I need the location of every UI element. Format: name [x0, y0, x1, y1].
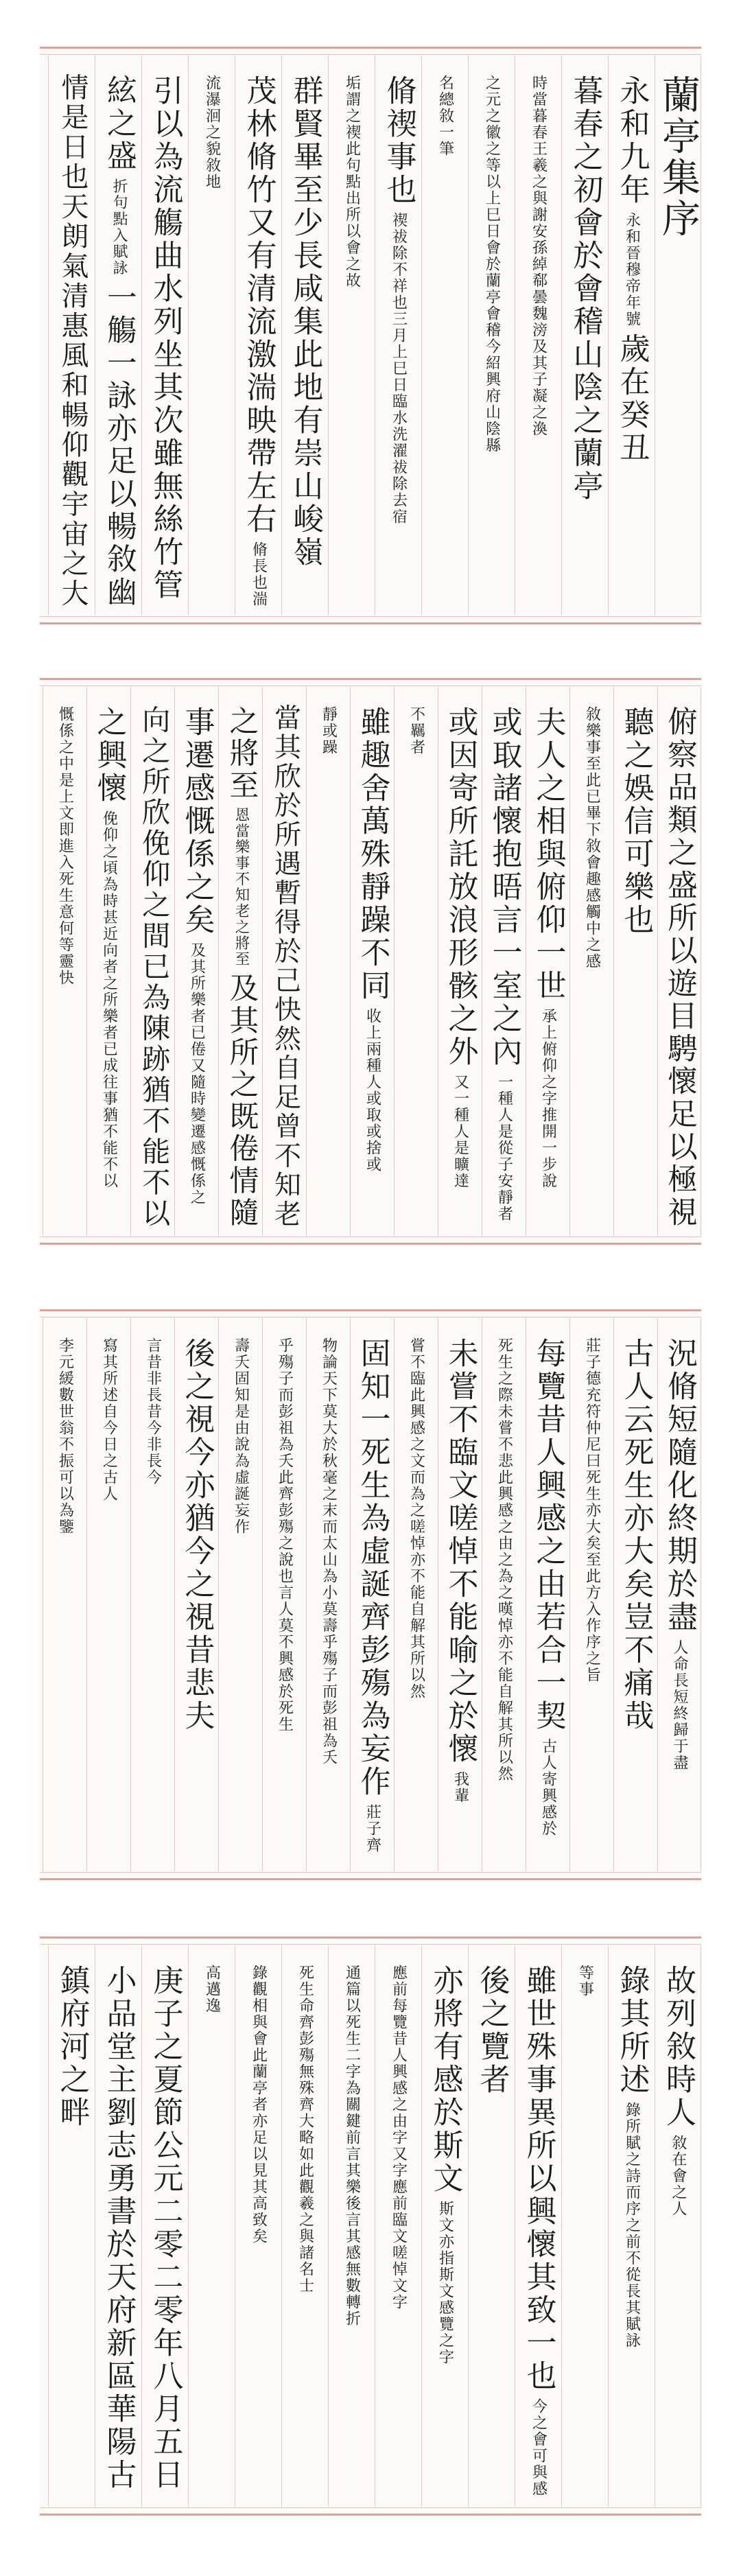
main-text: 向之所欣俛仰之間已為陳跡猶不能不以 — [137, 705, 169, 1229]
scroll-panel-2 — [40, 678, 701, 1245]
scroll-panel-1 — [40, 47, 701, 624]
column-segment — [102, 1318, 117, 1502]
text-column — [394, 687, 438, 1236]
column-segment — [443, 1318, 478, 1804]
annotation-text: 嘗不臨此興感之文而為之嗟悼亦不能自解其所以然 — [408, 1337, 425, 1700]
text-column — [235, 56, 281, 616]
text-column — [174, 1318, 218, 1871]
column-segment — [391, 1945, 406, 2310]
column-segment — [58, 687, 73, 986]
text-column — [526, 1318, 569, 1871]
text-column — [306, 687, 350, 1236]
text-column — [328, 1945, 375, 2507]
main-text: 雖世殊事異所以興懷其致一也 — [521, 1965, 556, 2393]
main-text-continued: 一觴一詠亦足以暢敘幽 — [101, 281, 137, 609]
text-column — [350, 1318, 394, 1871]
column-grid — [40, 1311, 701, 1878]
annotation-text: 李元緩數世翁不振可以為鑒 — [56, 1337, 74, 1535]
column-segment — [344, 56, 360, 289]
annotation-text: 恩當樂事不知老之將至 — [232, 807, 250, 968]
annotation-text: 禊祓除不祥也三月上巳日臨水洗濯祓除去宿 — [390, 212, 408, 525]
text-column — [657, 687, 701, 1236]
text-column — [613, 1318, 657, 1871]
column-segment — [298, 1945, 313, 2294]
main-text: 聽之娛信可樂也 — [618, 706, 654, 937]
column-segment — [357, 687, 388, 1173]
column-segment — [474, 1945, 510, 2096]
main-text: 蘭亭集序 — [656, 75, 701, 239]
text-column — [375, 1945, 421, 2507]
annotation-text: 等事 — [576, 1965, 594, 1998]
column-segment — [91, 687, 127, 1189]
text-column — [141, 56, 188, 616]
main-text: 夫人之相與俯仰一世 — [530, 706, 566, 1003]
main-text: 絃之盛 — [101, 74, 137, 173]
column-segment — [567, 56, 603, 503]
column-segment — [486, 687, 522, 1222]
annotation-text: 之元之徽之等以上巳日會於蘭亭會稽今紹興府山陰縣 — [483, 75, 501, 454]
annotation-text: 靜或躁 — [320, 706, 338, 756]
column-segment — [614, 56, 650, 465]
text-column — [130, 687, 174, 1236]
column-segment — [277, 1318, 292, 1733]
column-segment — [101, 1945, 137, 2492]
text-column — [141, 1945, 188, 2507]
text-column — [655, 56, 701, 616]
main-text: 茂林脩竹又有清流激湍映帶左右 — [241, 75, 277, 536]
column-grid — [40, 49, 701, 622]
main-text-continued: 歲在癸丑 — [614, 333, 650, 465]
annotation-text: 寫其所述自今日之古人 — [100, 1337, 118, 1502]
text-column — [48, 56, 95, 616]
main-text: 事遷感慨係之矣 — [179, 706, 215, 937]
text-column — [86, 687, 130, 1236]
main-text: 每覽昔人興感之由若合一契 — [530, 1337, 566, 1733]
column-grid — [40, 680, 701, 1243]
main-text: 當其欣於所遇暫得於己快然自足曾不知老 — [269, 703, 301, 1229]
main-text: 故列敘時人 — [661, 1965, 696, 2129]
main-text: 群賢畢至少長咸集此地有崇山峻嶺 — [287, 75, 323, 569]
text-column — [95, 1945, 141, 2507]
text-column — [569, 1318, 613, 1871]
text-column — [328, 56, 375, 616]
text-column — [421, 56, 468, 616]
column-segment — [585, 1318, 600, 1683]
annotation-text: 斯文亦指斯文感覽之字 — [436, 2201, 454, 2365]
column-segment — [179, 1318, 215, 1733]
text-column — [468, 56, 515, 616]
text-column — [281, 1945, 328, 2507]
main-text-continued: 及其所之既倦情隨 — [224, 972, 258, 1229]
column-grid — [40, 1939, 701, 2514]
text-column — [655, 1945, 701, 2507]
text-column — [262, 1318, 306, 1871]
column-segment — [204, 1945, 220, 2014]
main-text: 情是日也天朗氣清惠風和暢仰觀宇宙之大 — [56, 73, 88, 609]
column-segment — [662, 687, 697, 1229]
column-segment — [321, 687, 336, 756]
annotation-text: 死生之際未嘗不悲此興感之由之為之嘆悼亦不能自解其所以然 — [495, 1337, 513, 1782]
column-segment — [269, 687, 301, 1229]
annotation-text: 敘樂事至此已畢下敘會趣感觸中之感 — [583, 706, 601, 970]
column-segment — [321, 1318, 336, 1766]
text-column — [608, 1945, 655, 2507]
text-column — [515, 1945, 561, 2507]
column-segment — [497, 1318, 512, 1782]
annotation-text: 俛仰之頃為時甚近向者之所樂者已成往事猶不能不以 — [100, 810, 118, 1189]
annotation-text: 又一種人是曠達 — [451, 1074, 469, 1189]
column-segment — [54, 1945, 90, 2129]
column-segment — [484, 56, 499, 454]
annotation-text: 通篇以死生二字為關鍵前言其樂後言其感無數轉折 — [343, 1965, 361, 2327]
annotation-text: 古人寄興感於 — [539, 1738, 557, 1837]
main-text: 未嘗不臨文嗟悼不能喻之於懷 — [443, 1337, 478, 1766]
column-segment — [578, 1945, 593, 1998]
text-column — [394, 1318, 438, 1871]
main-text: 脩禊事也 — [381, 75, 416, 207]
main-text: 永和九年 — [614, 75, 650, 207]
main-text: 或因寄所託放浪形骸之外 — [443, 706, 478, 1068]
text-column — [130, 1318, 174, 1871]
text-column — [281, 56, 328, 616]
text-column — [43, 1318, 86, 1871]
column-segment — [443, 687, 478, 1189]
main-text: 後之覽者 — [474, 1965, 510, 2096]
text-column — [235, 1945, 281, 2507]
annotation-text: 乎殤子而彭祖為夭此齊彭殤之說也言人莫不興感於死生 — [276, 1337, 294, 1733]
column-segment — [58, 1318, 73, 1535]
column-segment — [530, 687, 566, 1189]
text-column — [569, 687, 613, 1236]
main-text: 固知一死生為虛誕齊彭殤為妄作 — [355, 1337, 390, 1799]
column-segment — [438, 56, 453, 157]
column-segment — [357, 1318, 388, 1853]
annotation-text: 人命長短終歸于盡 — [671, 1639, 688, 1771]
annotation-text: 垢謂之禊此句點出所以會之故 — [343, 75, 361, 289]
annotation-text: 物論天下莫大於秋毫之末而太山為小莫壽乎殤子而彭祖為夭 — [320, 1337, 338, 1766]
column-segment — [148, 56, 183, 602]
column-segment — [614, 1945, 650, 2349]
annotation-text: 脩長也湍 — [250, 541, 268, 607]
annotation-text: 折句點入賦詠 — [110, 178, 128, 277]
annotation-text: 錄觀相與會此蘭亭者亦足以見其高致矣 — [250, 1965, 268, 2245]
annotation-text: 死生命齊彭殤無殊齊大略如此觀羲之與諸名士 — [296, 1965, 314, 2294]
main-text: 或取諸懷抱晤言一室之內 — [486, 706, 522, 1068]
text-column — [218, 687, 262, 1236]
text-column — [526, 687, 569, 1236]
text-column — [218, 1318, 262, 1871]
text-column — [188, 56, 235, 616]
main-text: 引以為流觴曲水列坐其次雖無絲竹管 — [148, 75, 183, 602]
scroll-panel-3 — [40, 1309, 701, 1880]
main-text: 之興懷 — [91, 706, 127, 805]
column-segment — [145, 1318, 161, 1486]
main-text: 小品堂主劉志勇書於天府新區華陽古 — [101, 1965, 137, 2492]
column-segment — [204, 56, 220, 190]
annotation-text: 敘在會之人 — [670, 2135, 687, 2217]
text-column — [482, 687, 526, 1236]
main-text: 俯察品類之盛所以遊目騁懷足以極視 — [662, 705, 697, 1229]
text-column — [174, 687, 218, 1236]
annotation-text: 應前每覽昔人興感之由字又字應前臨文嗟悼文字 — [390, 1965, 408, 2310]
text-column — [43, 687, 86, 1236]
main-text: 況脩短隨化終期於盡 — [662, 1337, 697, 1634]
text-column — [350, 687, 394, 1236]
annotation-text: 慨係之中是上文即進入死生意何等靈快 — [56, 706, 74, 986]
main-text: 亦將有感於斯文 — [427, 1965, 463, 2195]
column-segment — [241, 56, 277, 607]
annotation-text: 莊子德充符仲尼曰死生亦大矣至此方入作序之旨 — [583, 1337, 601, 1683]
column-segment — [251, 1945, 266, 2245]
annotation-text: 高邁逸 — [203, 1965, 221, 2014]
column-segment — [344, 1945, 360, 2327]
column-segment — [139, 687, 167, 1229]
annotation-text: 承上俯仰之字推開一步說 — [539, 1008, 557, 1189]
column-segment — [409, 687, 424, 756]
text-column — [86, 1318, 130, 1871]
annotation-text: 今之會可與感 — [530, 2398, 548, 2497]
column-segment — [585, 687, 600, 970]
text-column — [188, 1945, 235, 2507]
column-segment — [179, 687, 215, 1206]
column-segment — [531, 56, 546, 437]
main-text: 庚子之夏節公元二零二零年八月五日 — [148, 1965, 183, 2492]
annotation-text: 錄所賦之詩而序之前不從長其賦詠 — [623, 2102, 641, 2349]
main-text: 錄其所述 — [614, 1965, 650, 2096]
text-column — [561, 56, 608, 616]
annotation-text: 收上兩種人或取或捨或 — [364, 1008, 381, 1173]
text-column — [48, 1945, 95, 2507]
annotation-text: 及其所樂者已倦又隨時變遷感慨係之 — [188, 942, 206, 1206]
main-text: 古人云死生亦大矣豈不痛哉 — [618, 1337, 654, 1733]
text-column — [657, 1318, 701, 1871]
annotation-text: 永和晉穆帝年號 — [623, 212, 641, 327]
annotation-text: 壽夭固知是由說為虛誕妄作 — [232, 1337, 250, 1535]
text-column — [561, 1945, 608, 2507]
column-segment — [661, 1945, 696, 2217]
text-column — [515, 56, 561, 616]
column-segment — [530, 1318, 566, 1837]
column-segment — [224, 687, 258, 1229]
column-segment — [656, 56, 701, 239]
main-text: 鎮府河之畔 — [54, 1965, 90, 2129]
annotation-text: 我輩 — [451, 1771, 469, 1804]
text-column — [613, 687, 657, 1236]
annotation-text: 名總敘一筆 — [436, 75, 454, 157]
column-segment — [662, 1318, 697, 1771]
column-segment — [618, 1318, 654, 1733]
column-segment — [101, 56, 137, 609]
text-column — [608, 56, 655, 616]
main-text: 後之視今亦猶今之視昔悲夫 — [179, 1337, 215, 1733]
column-segment — [148, 1945, 183, 2492]
annotation-text: 一種人是從子安靜者 — [495, 1074, 513, 1222]
text-column — [468, 1945, 515, 2507]
main-text: 之將至 — [224, 705, 258, 802]
column-segment — [287, 56, 323, 569]
text-column — [262, 687, 306, 1236]
text-column — [482, 1318, 526, 1871]
annotation-text: 莊子齊 — [364, 1804, 381, 1853]
annotation-text: 流瀑洄之貌敘地 — [203, 75, 221, 190]
scroll-panel-4 — [40, 1936, 701, 2516]
column-segment — [521, 1945, 556, 2497]
column-segment — [58, 56, 86, 609]
column-segment — [409, 1318, 424, 1700]
text-column — [421, 1945, 468, 2507]
column-segment — [427, 1945, 463, 2365]
annotation-text: 時當暮春王羲之與謝安孫綽郗曇魏滂及其子凝之渙 — [530, 75, 548, 437]
column-segment — [381, 56, 416, 525]
annotation-text: 不羈者 — [408, 706, 425, 756]
text-column — [438, 1318, 482, 1871]
text-column — [306, 1318, 350, 1871]
text-column — [95, 56, 141, 616]
text-column — [375, 56, 421, 616]
main-text: 雖趣舍萬殊靜躁不同 — [355, 706, 390, 1003]
main-text: 暮春之初會於會稽山陰之蘭亭 — [567, 75, 603, 503]
annotation-text: 言昔非長昔今非長今 — [144, 1337, 162, 1486]
column-segment — [233, 1318, 248, 1535]
text-column — [438, 687, 482, 1236]
column-segment — [618, 687, 654, 937]
